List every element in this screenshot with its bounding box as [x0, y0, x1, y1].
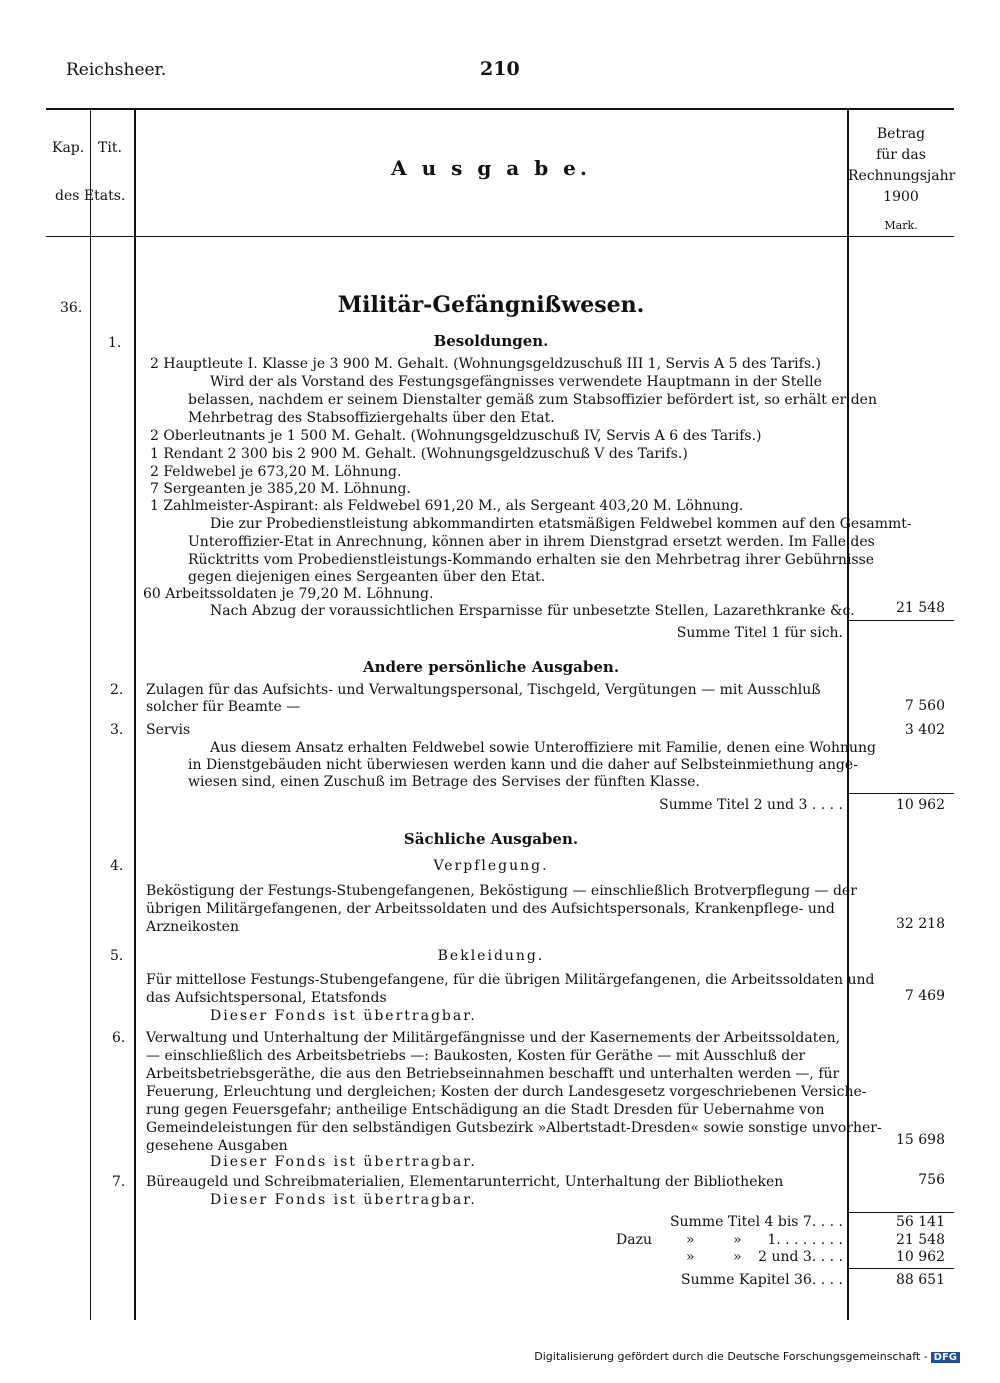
t1-line: Die zur Probedienstleistung abkommandirten etatsmäßigen Feldwebel kommen auf den Gesammt-	[210, 516, 912, 532]
t2-line: Zulagen für das Aufsichts- und Verwaltungspersonal, Tischgeld, Vergütungen — mit Ausschluß	[146, 682, 821, 698]
t6-line: Verwaltung und Unterhaltung der Militärgefängnisse und der Kasernements der Arbeitssoldaten,	[146, 1030, 841, 1046]
t6-line: Gemeindeleistungen für den selbständigen Gutsbezirk »Albertstadt-Dresden« sowie sonstige unvorher-	[146, 1120, 882, 1136]
t4-line: übrigen Militärgefangenen, der Arbeitssoldaten und des Aufsichtspersonals, Krankenpflege- und	[146, 901, 835, 917]
t6-line: gesehene Ausgaben	[146, 1138, 288, 1154]
t1-line: 1 Rendant 2 300 bis 2 900 M. Gehalt. (Wohnungsgeldzuschuß V des Tarifs.)	[150, 446, 688, 462]
sum47-amount: 56 141	[896, 1214, 945, 1230]
betrag-line-4: 1900	[883, 189, 919, 205]
t1-line: belassen, nachdem er seinem Dienstalter gemäß zum Stabsoffizier befördert ist, so erhält er den	[188, 392, 877, 408]
t3-amount: 3 402	[904, 722, 945, 738]
sum47-label: Summe Titel 4 bis 7. . . .	[669, 1214, 843, 1230]
t7-line: Büreaugeld und Schreibmaterialien, Elementarunterricht, Unterhaltung der Bibliotheken	[146, 1174, 784, 1190]
kapitel-amount: 88 651	[896, 1272, 945, 1288]
ditto-mark: »	[686, 1249, 695, 1265]
chapter-number: 36.	[60, 300, 83, 316]
title-number-3: 3.	[110, 722, 124, 738]
t5-line: das Aufsichtspersonal, Etatsfonds	[146, 990, 387, 1006]
t1-line: Unteroffizier-Etat in Anrechnung, können aber in ihrem Dienstgrad ersetzt werden. Im Falle des	[188, 534, 875, 550]
section-bekleidung: Bekleidung.	[437, 948, 545, 964]
t1-line: 2 Feldwebel je 673,20 M. Löhnung.	[150, 464, 402, 480]
footer-text: Digitalisierung gefördert durch die Deutsche Forschungsgemeinschaft -	[534, 1350, 928, 1363]
row1-label: 1. . . . . . . .	[767, 1232, 843, 1248]
row2-amount: 10 962	[896, 1249, 945, 1265]
t6-amount: 15 698	[896, 1132, 945, 1148]
t1-sum-label: Summe Titel 1 für sich.	[676, 625, 843, 641]
t6-line: Feuerung, Erleuchtung und dergleichen; Kosten der durch Landesgesetz vorgeschriebenen Versiche-	[146, 1084, 867, 1100]
betrag-line-1: Betrag	[876, 126, 926, 142]
t23-sum-label: Summe Titel 2 und 3 . . . .	[659, 797, 843, 813]
table-top-rule	[46, 108, 954, 110]
dfg-logo: DFG	[931, 1352, 960, 1363]
title-number-1: 1.	[108, 335, 122, 351]
t1-line: 1 Zahlmeister-Aspirant: als Feldwebel 691,20 M., als Sergeant 403,20 M. Löhnung.	[150, 498, 744, 514]
t1-amount: 21 548	[896, 600, 945, 616]
totals-bottom-rule	[848, 1268, 954, 1269]
ditto-mark: »	[733, 1249, 742, 1265]
t1-line: 60 Arbeitssoldaten je 79,20 M. Löhnung.	[143, 586, 434, 602]
t1-line: Rücktritts vom Probedienstleistungs-Kommando erhalten sie den Mehrbetrag ihrer Gebührnisse	[188, 552, 875, 568]
des-etats-header: des Etats.	[55, 188, 126, 204]
t1-line: 2 Oberleutnants je 1 500 M. Gehalt. (Wohnungsgeldzuschuß IV, Servis A 6 des Tarifs.)	[150, 428, 762, 444]
title-number-2: 2.	[110, 682, 124, 698]
t5-amount: 7 469	[904, 988, 945, 1004]
betrag-line-2: für das	[876, 147, 926, 163]
ausgabe-title: A u s g a b e.	[391, 156, 591, 180]
section-besoldungen: Besoldungen.	[433, 332, 549, 350]
mark-label: Mark.	[884, 219, 918, 232]
text-amount-divider	[847, 110, 849, 1320]
t1-line: Mehrbetrag des Stabsoffiziergehalts über den Etat.	[188, 410, 555, 426]
t23-rule	[848, 793, 954, 794]
title-number-6: 6.	[112, 1030, 126, 1046]
row1-amount: 21 548	[896, 1232, 945, 1248]
kap-header: Kap.	[52, 140, 85, 156]
section-verpflegung: Verpflegung.	[433, 858, 549, 874]
t1-line: gegen diejenigen eines Sergeanten über den Etat.	[188, 569, 546, 585]
t3-line: in Dienstgebäuden nicht überwiesen werden kann und die daher auf Selbsteinmiethung ange-	[188, 757, 858, 773]
t5-line: Dieser Fonds ist übertragbar.	[210, 1008, 477, 1024]
row2-label: 2 und 3. . . .	[758, 1249, 843, 1265]
t4-amount: 32 218	[896, 916, 945, 932]
t1-line: 7 Sergeanten je 385,20 M. Löhnung.	[150, 481, 411, 497]
t1-line: Nach Abzug der voraussichtlichen Ersparnisse für unbesetzte Stellen, Lazarethkranke &c.	[210, 603, 855, 619]
betrag-line-3: Rechnungsjahr	[848, 168, 956, 184]
page-number: 210	[480, 58, 520, 80]
table-header-rule	[46, 236, 954, 237]
title-number-5: 5.	[110, 948, 124, 964]
t5-line: Für mittellose Festungs-Stubengefangene, für die übrigen Militärgefangenen, die Arbeitssoldaten und	[146, 972, 875, 988]
t1-line: Wird der als Vorstand des Festungsgefängnisses verwendete Hauptmann in der Stelle	[210, 374, 822, 390]
t1-amount-rule	[848, 620, 954, 621]
title-number-4: 4.	[110, 858, 124, 874]
dazu-label: Dazu	[616, 1232, 652, 1248]
t6-line: — einschließlich des Arbeitsbetriebs —: Baukosten, Kosten für Geräthe — mit Ausschluß der	[146, 1048, 806, 1064]
t3-line: Aus diesem Ansatz erhalten Feldwebel sowie Unteroffiziere mit Familie, denen eine Wohnung	[210, 740, 877, 756]
kap-tit-divider	[90, 110, 91, 1320]
ditto-mark: »	[686, 1232, 695, 1248]
section-saechliche: Sächliche Ausgaben.	[403, 830, 579, 848]
running-head: Reichsheer.	[66, 60, 167, 80]
t7-amount: 756	[918, 1172, 945, 1188]
tit-header: Tit.	[98, 140, 122, 156]
t6-line: rung gegen Feuersgefahr; antheilige Entschädigung an die Stadt Dresden für Uebernahme von	[146, 1102, 825, 1118]
footer-credit	[534, 1350, 960, 1363]
t7-line: Dieser Fonds ist übertragbar.	[210, 1192, 477, 1208]
title-number-7: 7.	[112, 1174, 126, 1190]
t3-line: Servis	[146, 722, 191, 738]
t6-line: Dieser Fonds ist übertragbar.	[210, 1154, 477, 1170]
t3-line: wiesen sind, einen Zuschuß im Betrage des Servises der fünften Klasse.	[188, 774, 700, 790]
ditto-mark: »	[733, 1232, 742, 1248]
t4-line: Arzneikosten	[146, 919, 239, 935]
t2-amount: 7 560	[904, 698, 945, 714]
t1-line: 2 Hauptleute I. Klasse je 3 900 M. Gehalt. (Wohnungsgeldzuschuß III 1, Servis A 5 des Tarifs.)	[150, 356, 821, 372]
section-andere: Andere persönliche Ausgaben.	[362, 658, 620, 676]
t6-line: Arbeitsbetriebsgeräthe, die aus den Betriebseinnahmen beschafft und unterhalten werden —, für	[146, 1066, 840, 1082]
totals-top-rule	[848, 1212, 954, 1213]
t4-line: Beköstigung der Festungs-Stubengefangenen, Beköstigung — einschließlich Brotverpflegung — der	[146, 883, 857, 899]
t23-sum: 10 962	[896, 797, 945, 813]
kapitel-label: Summe Kapitel 36. . . .	[681, 1272, 843, 1288]
chapter-title: Militär-Gefängnißwesen.	[337, 292, 645, 318]
t2-line: solcher für Beamte —	[146, 699, 301, 715]
